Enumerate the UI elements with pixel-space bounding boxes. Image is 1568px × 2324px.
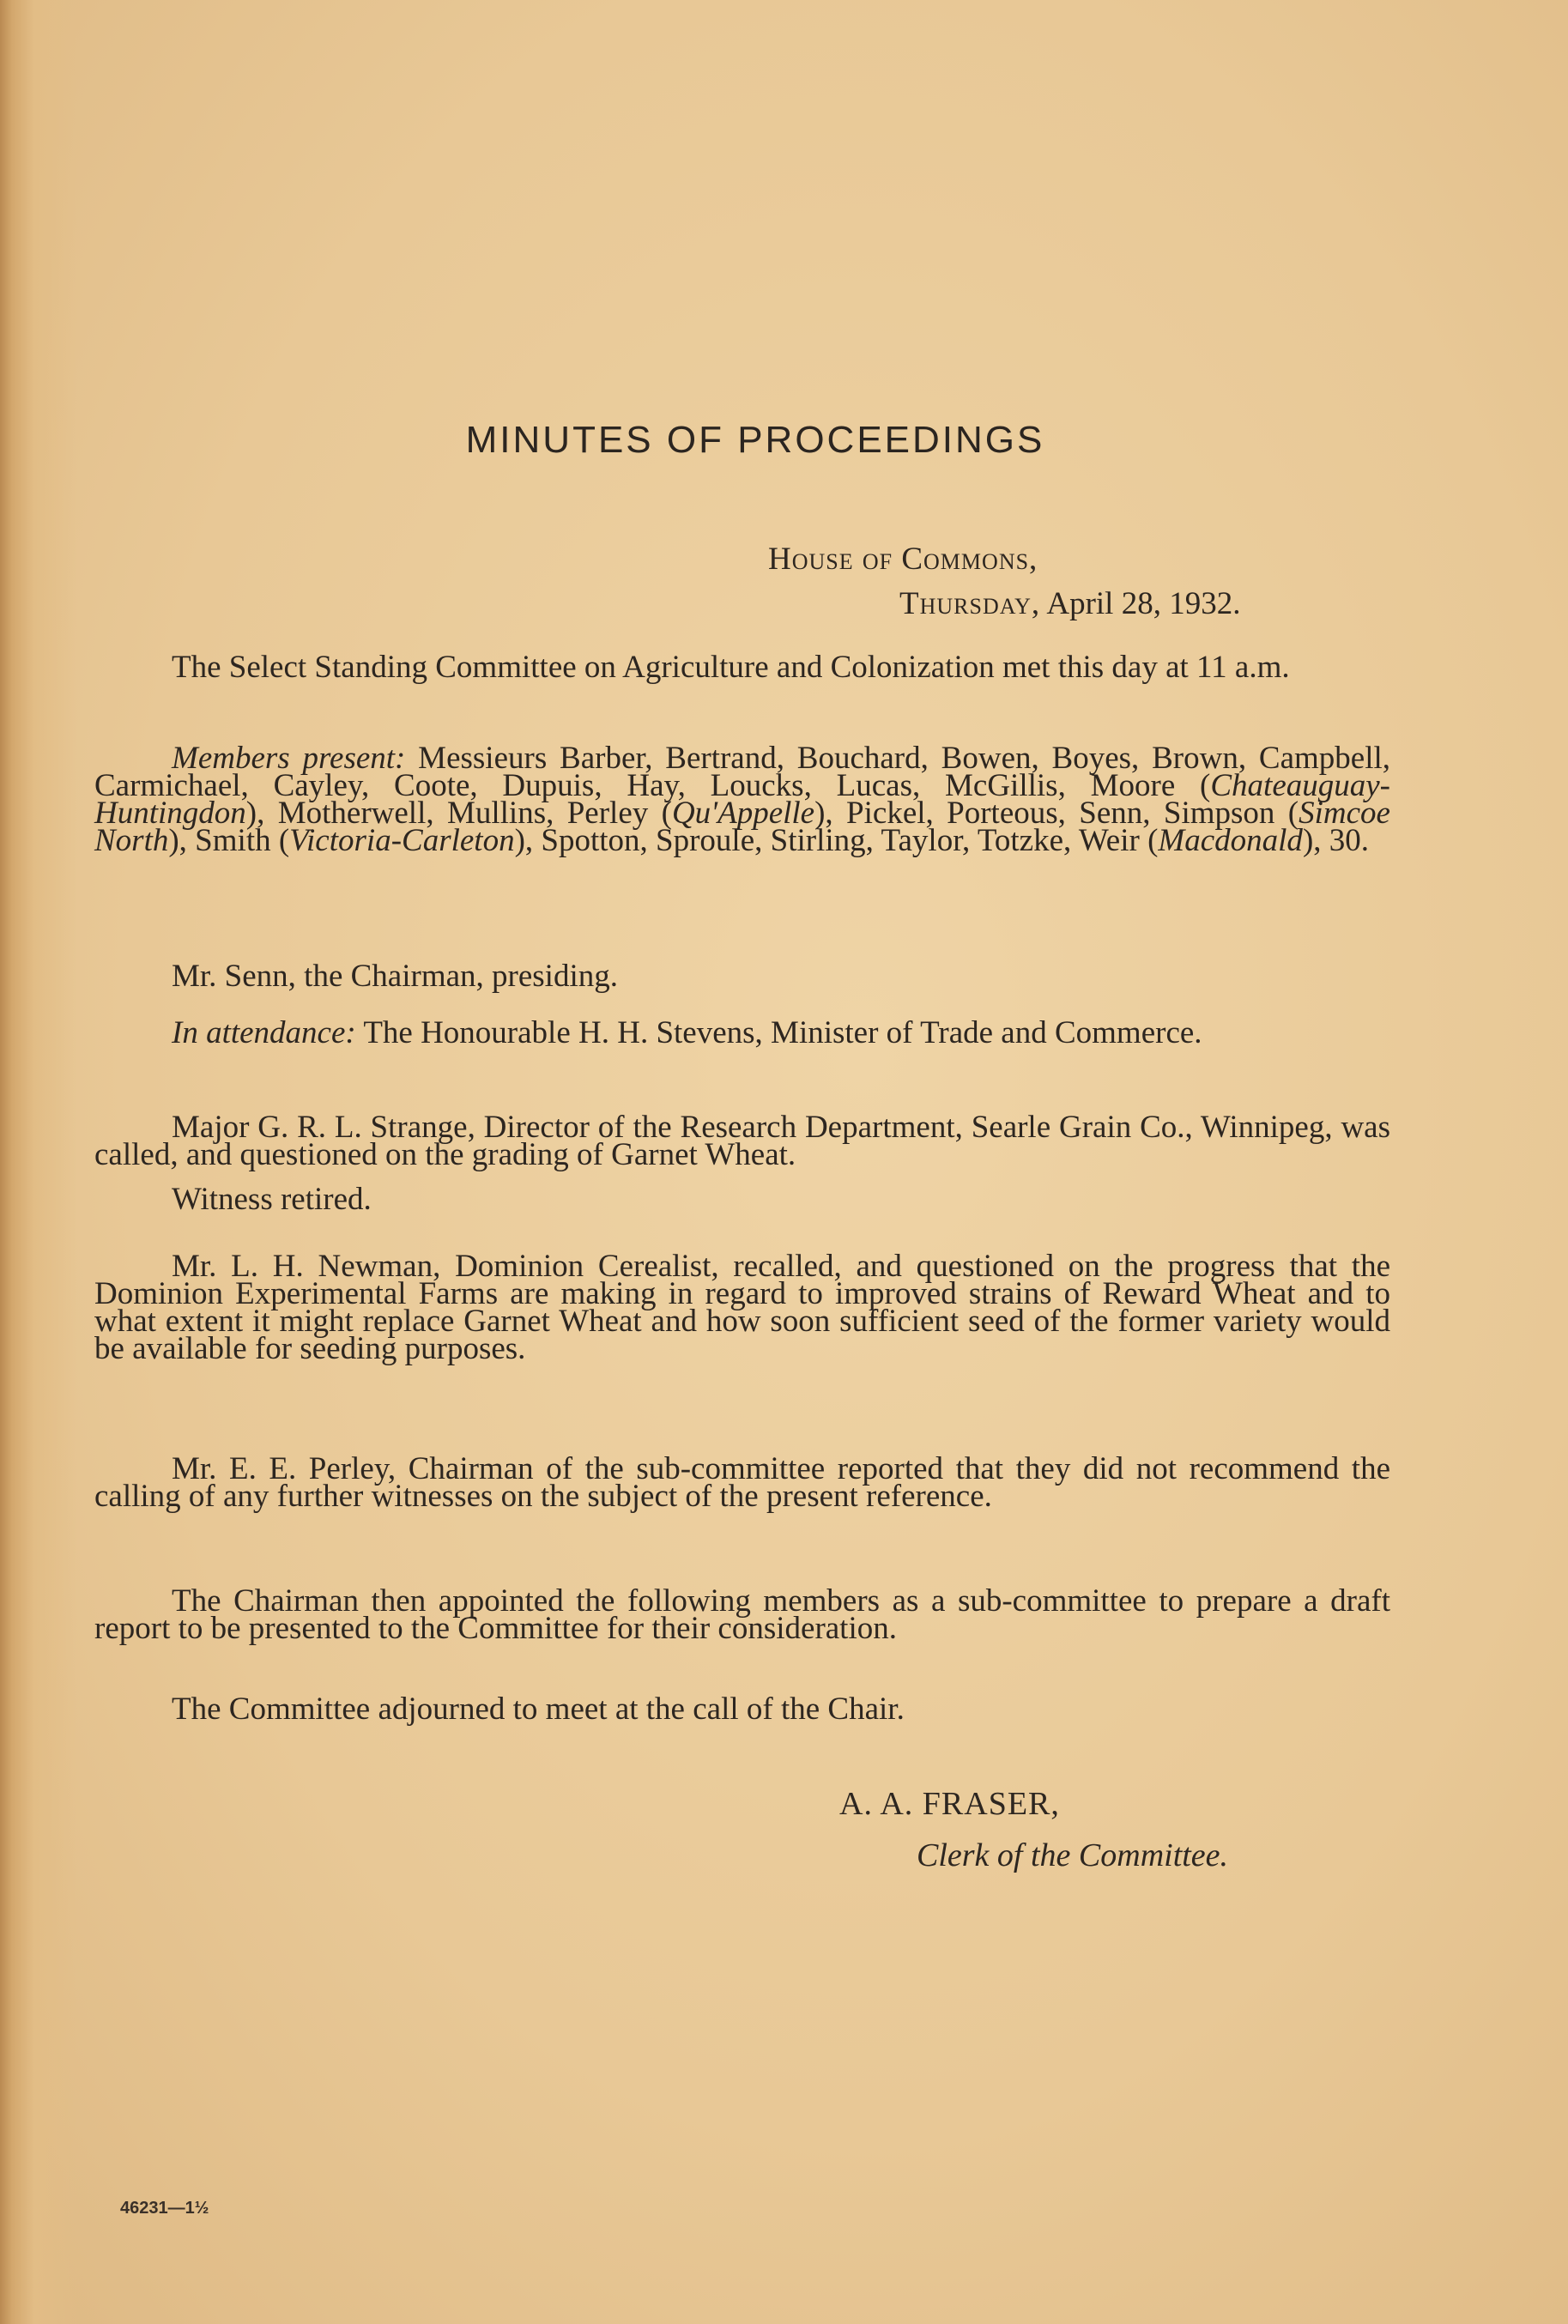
- chair-paragraph: Mr. Senn, the Chairman, presiding.: [172, 959, 618, 994]
- adjourned-paragraph: The Committee adjourned to meet at the call of the Chair.: [172, 1692, 905, 1727]
- members-text-6: ), 30.: [1302, 823, 1370, 858]
- newman-paragraph: Mr. L. H. Newman, Dominion Cerealist, recalled, and questioned on the progress that the Dominion Experimental Farms are making in regard to improved strains of Reward Wheat and to what extent it might replace Garnet Wheat and how soon sufficient seed of the former variety would be available for seeding purposes.: [94, 1249, 1390, 1366]
- opening-paragraph: The Select Standing Committee on Agriculture and Colonization met this day at 11 a.m.: [172, 650, 1290, 685]
- members-text-4: ), Smith (: [168, 823, 290, 858]
- attendance-label: In attendance:: [172, 1015, 356, 1050]
- dateline-date-rest: April 28, 1932.: [1040, 586, 1241, 621]
- dateline-day: Thursday,: [899, 586, 1041, 621]
- strange-paragraph: Major G. R. L. Strange, Director of the Research Department, Searle Grain Co., Winnipeg, was called, and questioned on the grading of Garnet Wheat.: [94, 1110, 1390, 1172]
- members-riding-3: Simcoe North: [94, 796, 1390, 858]
- members-riding-2: Qu'Appelle: [671, 796, 815, 831]
- members-text-2: ), Motherwell, Mullins, Perley (: [245, 796, 672, 831]
- print-code: 46231—1½: [120, 2199, 209, 2218]
- members-riding-1: Chateauguay-Huntingdon: [94, 768, 1390, 831]
- members-riding-4: Victoria-Carleton: [289, 823, 515, 858]
- dateline-date: [899, 585, 1240, 622]
- members-riding-5: Macdonald: [1158, 823, 1303, 858]
- attendance-text: The Honourable H. H. Stevens, Minister of Trade and Commerce.: [355, 1015, 1202, 1050]
- members-text-5: ), Spotton, Sproule, Stirling, Taylor, Totzke, Weir (: [514, 823, 1159, 858]
- members-text-3: ), Pickel, Porteous, Senn, Simpson (: [814, 796, 1299, 831]
- members-text-1: Messieurs Barber, Bertrand, Bouchard, Bowen, Boyes, Brown, Campbell, Carmichael, Cayley, Coote, Dupuis, Hay, Loucks, Lucas, McGillis, Moore (: [94, 741, 1391, 803]
- dateline-place: House of Commons,: [768, 542, 1038, 577]
- attendance-paragraph: [94, 1015, 1390, 1050]
- members-present-paragraph: [94, 741, 1391, 858]
- signatory-name: A. A. FRASER,: [839, 1786, 1060, 1822]
- perley-paragraph: Mr. E. E. Perley, Chairman of the sub-committee reported that they did not recommend the calling of any further witnesses on the subject of the present reference.: [94, 1451, 1390, 1514]
- witness-retired-line: Witness retired.: [172, 1182, 372, 1217]
- page-title: MINUTES OF PROCEEDINGS: [465, 419, 1045, 461]
- subcommittee-paragraph: The Chairman then appointed the following members as a sub-committee to prepare a draft report to be presented to the Committee for their consideration.: [94, 1583, 1390, 1646]
- members-present-label: Members present:: [172, 741, 406, 776]
- signatory-role: Clerk of the Committee.: [917, 1837, 1229, 1873]
